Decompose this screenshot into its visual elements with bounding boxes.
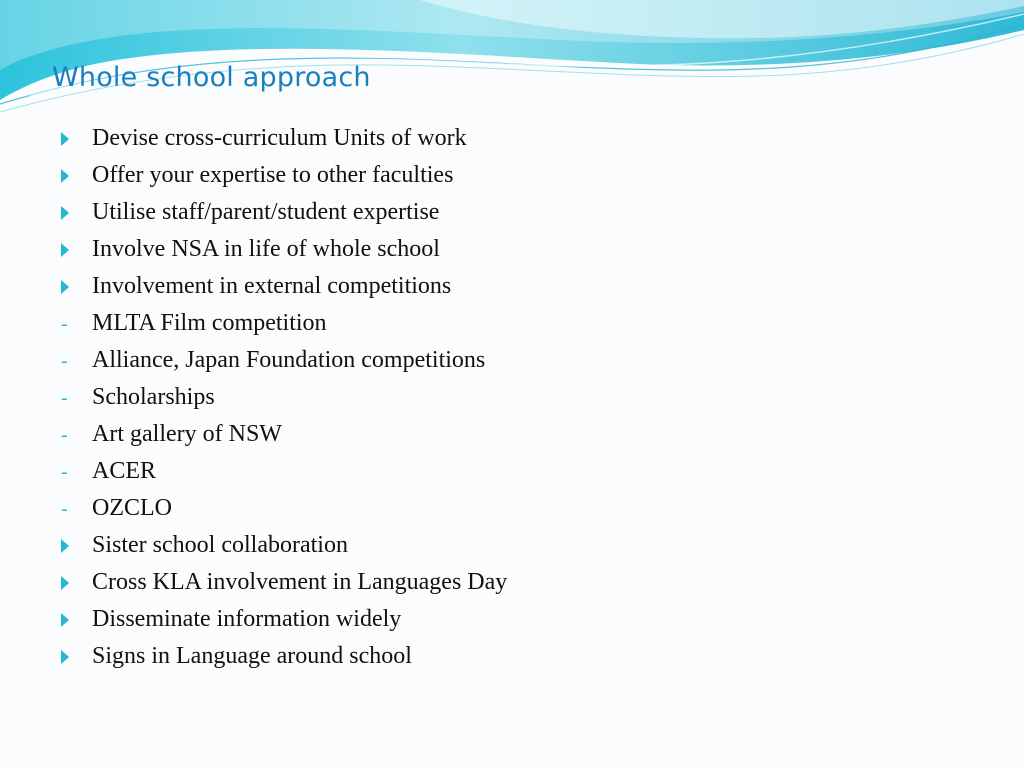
dash-bullet-icon: -	[61, 312, 68, 335]
sub-list-item	[60, 379, 507, 416]
list-item-text: Cross KLA involvement in Languages Day	[92, 569, 508, 595]
list-item	[60, 564, 507, 601]
list-item	[60, 601, 507, 638]
list-item-text: MLTA Film competition	[92, 310, 327, 336]
dash-bullet-icon: -	[61, 423, 68, 446]
arrow-bullet-icon	[60, 575, 92, 591]
arrow-bullet-icon	[60, 168, 92, 184]
list-item-text: Scholarships	[92, 384, 215, 410]
list-item-text: Devise cross-curriculum Units of work	[92, 125, 467, 151]
arrow-bullet-icon	[60, 612, 92, 628]
list-item	[60, 638, 507, 675]
bullet-list	[60, 120, 507, 675]
arrow-bullet-icon	[60, 279, 92, 295]
dash-bullet-icon: -	[61, 386, 68, 409]
arrow-bullet-icon	[60, 205, 92, 221]
arrow-bullet-icon	[60, 242, 92, 258]
list-item-text: Involvement in external competitions	[92, 273, 452, 299]
list-item-text: Involve NSA in life of whole school	[92, 236, 440, 262]
sub-list-item	[60, 453, 507, 490]
sub-list-item	[60, 490, 507, 527]
arrow-bullet-icon	[60, 131, 92, 147]
list-item	[60, 268, 507, 305]
sub-list-item	[60, 305, 507, 342]
list-item	[60, 527, 507, 564]
dash-bullet-icon: -	[61, 497, 68, 520]
list-item-text: Utilise staff/parent/student expertise	[92, 199, 440, 225]
list-item-text: Disseminate information widely	[92, 606, 402, 632]
list-item	[60, 157, 507, 194]
sub-list-item	[60, 416, 507, 453]
header-wave-decoration	[0, 0, 1024, 120]
list-item	[60, 194, 507, 231]
arrow-bullet-icon	[60, 538, 92, 554]
list-item	[60, 120, 507, 157]
list-item-text: Sister school collaboration	[92, 532, 348, 558]
dash-bullet-icon: -	[61, 460, 68, 483]
list-item-text: OZCLO	[92, 495, 172, 521]
list-item	[60, 231, 507, 268]
list-item-text: Art gallery of NSW	[92, 421, 282, 447]
arrow-bullet-icon	[60, 649, 92, 665]
slide-title: Whole school approach	[52, 62, 371, 93]
sub-list-item	[60, 342, 507, 379]
dash-bullet-icon: -	[61, 349, 68, 372]
list-item-text: Offer your expertise to other faculties	[92, 162, 454, 188]
list-item-text: Signs in Language around school	[92, 643, 412, 669]
list-item-text: ACER	[92, 458, 157, 484]
list-item-text: Alliance, Japan Foundation competitions	[92, 347, 486, 373]
